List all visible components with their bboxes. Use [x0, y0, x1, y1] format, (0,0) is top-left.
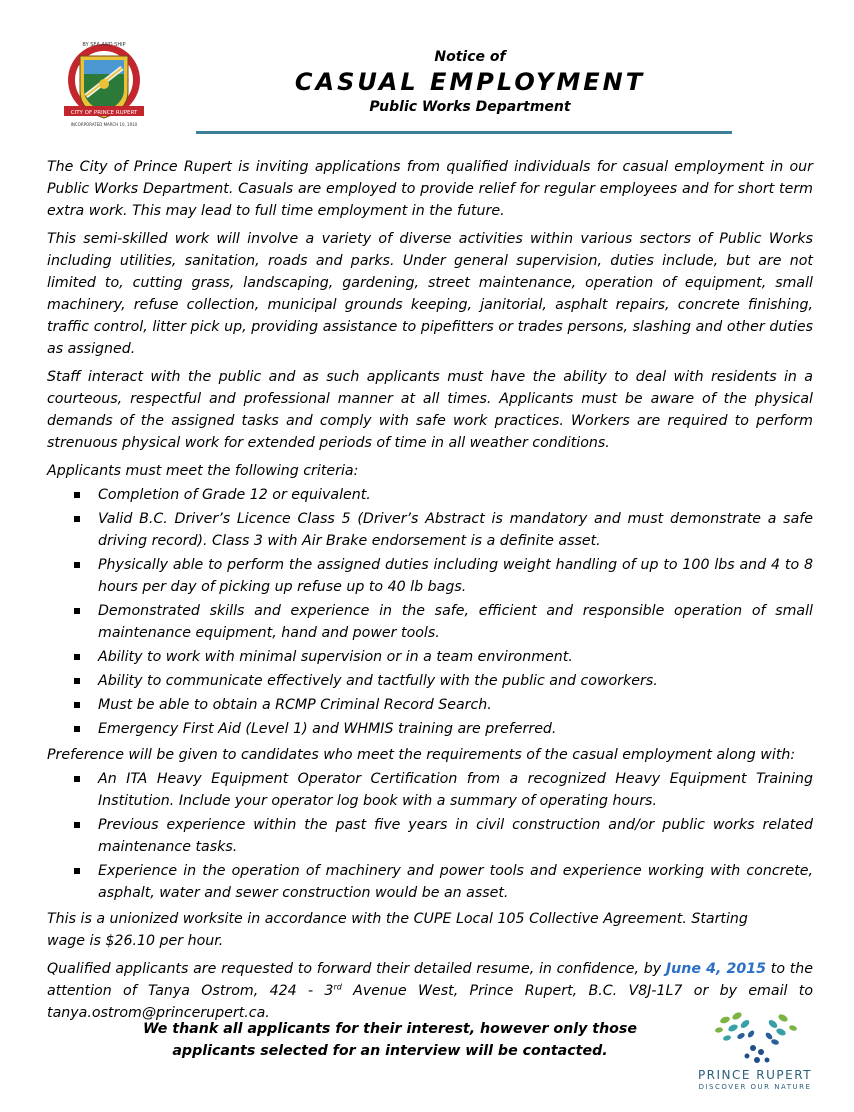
union-paragraph [47, 908, 813, 952]
list-item [47, 694, 813, 716]
list-item-text: Experience in the operation of machinery and power tools and experience working with concrete, asphalt, water and sewer construction would be an asset. [98, 863, 813, 901]
list-item-text: Valid B.C. Driver’s Licence Class 5 (Driver’s Abstract is mandatory and must demonstrate a safe driving record). Class 3 with Air Brake endorsement is a definite asset. [98, 511, 813, 549]
preference-heading: Preference will be given to candidates who meet the requirements of the casual employment along with: [47, 747, 796, 763]
leaf-cluster-icon [707, 1008, 803, 1066]
bullet-icon [74, 654, 80, 660]
duties-paragraph: This semi-skilled work will involve a variety of diverse activities within various sectors of Public Works including utilities, sanitation, roads and parks. Under general supervision, duties include, but are not limited to, cutting grass, landscaping, gardening, street maintenance, operation of equipment, small machinery, refuse collection, municipal grounds keeping, janitorial, asphalt repairs, concrete finishing, traffic control, litter pick up, providing assistance to pipefitters or trades persons, slashing and other duties as assigned. [47, 231, 813, 357]
list-item [47, 554, 813, 598]
deadline-date: June 4, 2015 [665, 961, 767, 977]
brand-tagline: DISCOVER OUR NATURE [698, 1083, 812, 1091]
prince-rupert-logo [680, 1008, 830, 1100]
thanks-note [140, 1018, 640, 1062]
bullet-icon [74, 776, 80, 782]
criteria-heading: Applicants must meet the following criteria: [47, 463, 359, 479]
crest-incorporated: INCORPORATED MARCH 10, 1910 [70, 122, 138, 127]
bullet-icon [74, 726, 80, 732]
list-item-text: Emergency First Aid (Level 1) and WHMIS training are preferred. [98, 721, 557, 737]
crest-icon [56, 40, 152, 134]
union-line-1: This is a unionized worksite in accordance with the CUPE Local 105 Collective Agreement. Starting [47, 911, 748, 927]
union-line-2: wage is $26.10 per hour. [47, 933, 224, 949]
brand-name: PRINCE RUPERT [697, 1068, 813, 1082]
list-item-text: Physically able to perform the assigned duties including weight handling of up to 100 lbs and 4 to 8 hours per day of picking up refuse up to 40 lb bags. [98, 557, 813, 595]
notice-of-label: Notice of [434, 49, 506, 65]
header-divider [196, 131, 732, 134]
list-item-text: Ability to communicate effectively and tactfully with the public and coworkers. [98, 673, 658, 689]
apply-text-middle: to the attention of Tanya Ostrom, 424 - 3 [47, 961, 814, 999]
public-paragraph: Staff interact with the public and as such applicants must have the ability to deal with residents in a courteous, respectful and professional manner at all times. Applicants must be aware of the physical demands of the assigned tasks and comply with safe work practices. Workers are required to perform strenuous physical work for extended periods of time in all weather conditions. [47, 369, 813, 451]
list-item-text: Ability to work with minimal supervision or in a team environment. [98, 649, 573, 665]
ordinal-suffix: rd [333, 982, 342, 992]
bullet-icon [74, 562, 80, 568]
list-item [47, 768, 813, 812]
bullet-icon [74, 822, 80, 828]
list-item-text: Demonstrated skills and experience in the safe, efficient and responsible operation of small maintenance equipment, hand and power tools. [98, 603, 813, 641]
preference-list [47, 768, 813, 904]
notice-header [280, 48, 660, 116]
list-item-text: Must be able to obtain a RCMP Criminal Record Search. [98, 697, 492, 713]
list-item [47, 860, 813, 904]
bullet-icon [74, 608, 80, 614]
list-item-text: An ITA Heavy Equipment Operator Certification from a recognized Heavy Equipment Training Institution. Include your operator log book with a summary of operating hours. [98, 771, 813, 809]
crest-motto: BY SEA AND SHIP [82, 42, 126, 48]
city-crest-logo [56, 40, 152, 134]
list-item [47, 718, 813, 740]
list-item [47, 600, 813, 644]
list-item [47, 484, 813, 506]
bullet-icon [74, 678, 80, 684]
department-label: Public Works Department [369, 99, 571, 115]
thanks-line-1: We thank all applicants for their interest, however only those [142, 1021, 637, 1037]
notice-body [47, 156, 813, 1030]
list-item [47, 814, 813, 858]
apply-text-after: Avenue West, Prince Rupert, B.C. V8J-1L7 or by email to tanya.ostrom@princerupert.ca. [47, 983, 814, 1021]
thanks-line-2: applicants selected for an interview will be contacted. [172, 1043, 608, 1059]
criteria-list [47, 484, 813, 740]
list-item-text: Completion of Grade 12 or equivalent. [98, 487, 371, 503]
list-item [47, 646, 813, 668]
page-title: CASUAL EMPLOYMENT [294, 68, 646, 96]
bullet-icon [74, 516, 80, 522]
intro-paragraph: The City of Prince Rupert is inviting applications from qualified individuals for casual employment in our Public Works Department. Casuals are employed to provide relief for regular employees and for short term extra work. This may lead to full time employment in the future. [47, 159, 813, 219]
bullet-icon [74, 868, 80, 874]
crest-banner: CITY OF PRINCE RUPERT [70, 110, 138, 116]
bullet-icon [74, 492, 80, 498]
list-item [47, 508, 813, 552]
list-item-text: Previous experience within the past five years in civil construction and/or public works related maintenance tasks. [98, 817, 813, 855]
apply-text-before: Qualified applicants are requested to forward their detailed resume, in confidence, by [47, 961, 666, 977]
bullet-icon [74, 702, 80, 708]
list-item [47, 670, 813, 692]
